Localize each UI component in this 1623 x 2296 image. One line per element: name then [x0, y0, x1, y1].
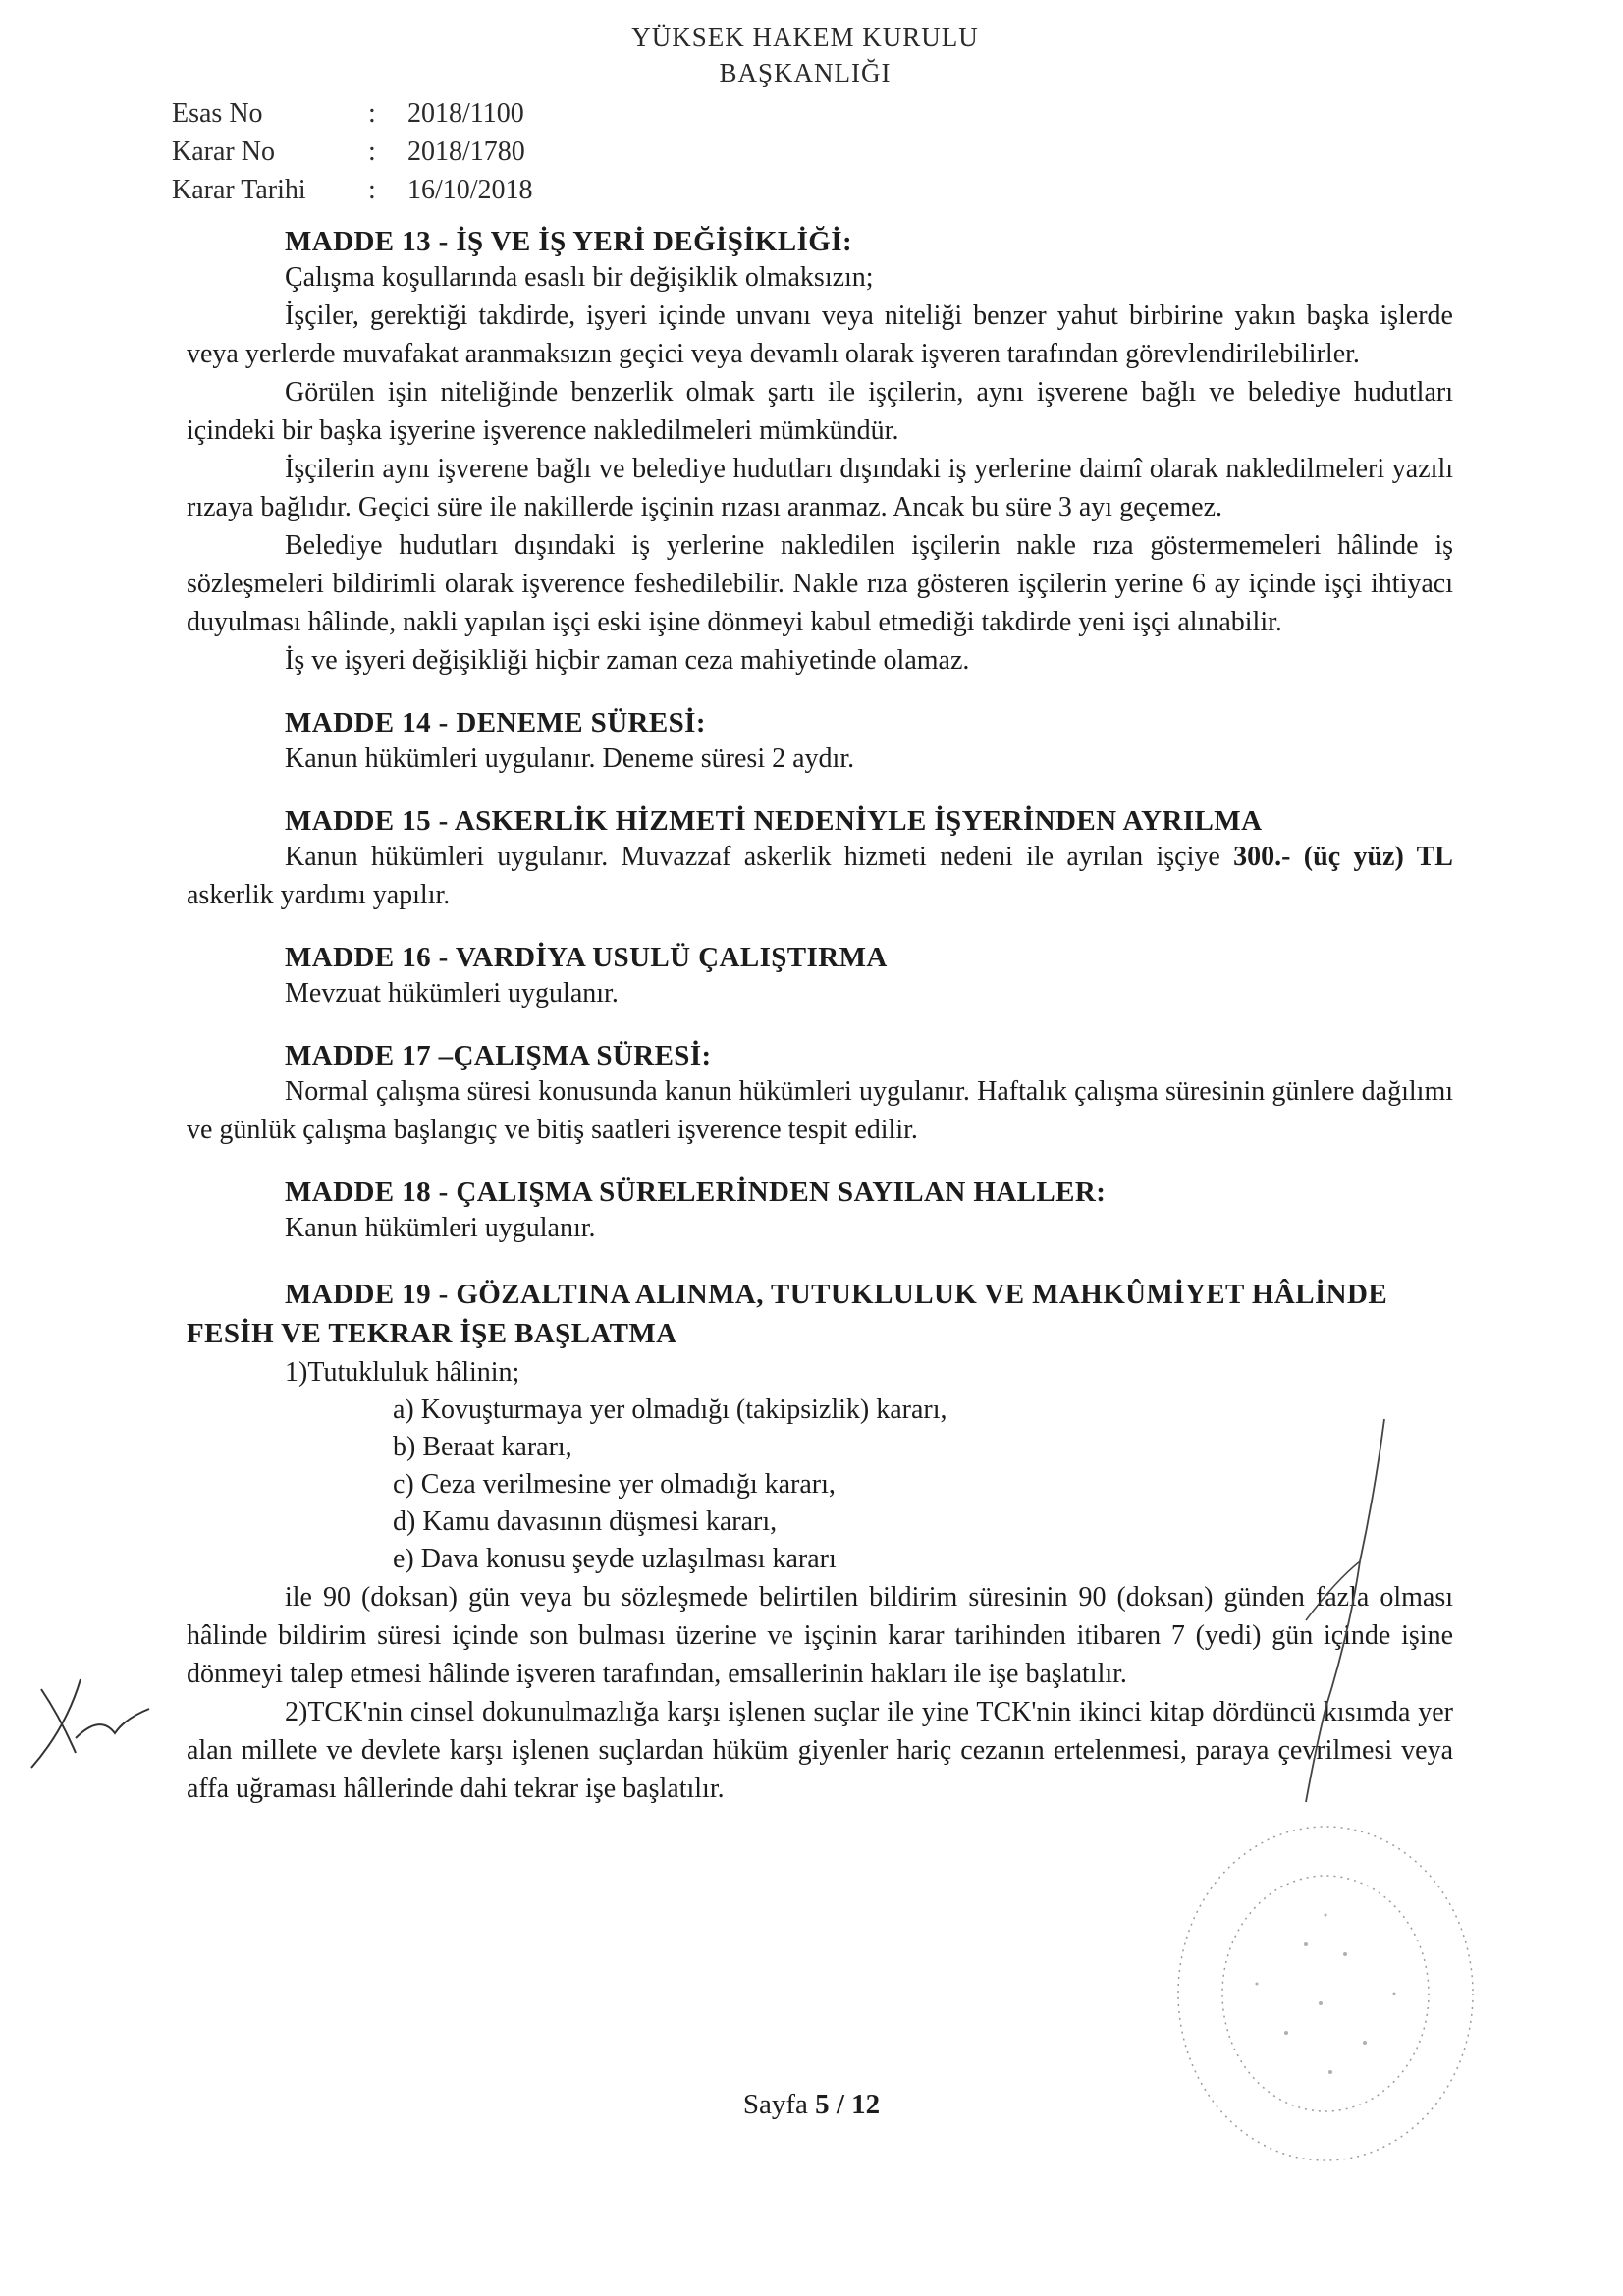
paragraph-text: Kanun hükümleri uygulanır. Muvazzaf askerlik hizmeti nedeni ile ayrılan işçiye	[285, 842, 1220, 872]
institution-name: YÜKSEK HAKEM KURULU	[631, 23, 979, 52]
handwritten-signature-stroke	[1267, 1414, 1414, 1807]
page-label: Sayfa	[742, 2089, 808, 2120]
paragraph	[187, 838, 1453, 914]
separator: :	[368, 137, 376, 167]
paragraph: Belediye hudutları dışındaki iş yerlerine nakledilen işçilerin nakle rıza göstermemeleri hâlinde iş sözleşmeleri bildirimli olarak işverence feshedilebilir. Nakle rıza gösteren işçilerin yerine 6 ay içinde işçi ihtiyacı duyulması hâlinde, nakli yapılan işçi eski işine dönmeyi kabul etmediği takdirde yeni işçi alınabilir.	[187, 530, 1453, 637]
paragraph: ile 90 (doksan) gün veya bu sözleşmede belirtilen bildirim süresinin 90 (doksan) günden fazla olması hâlinde bildirim süresi içinde son bulması üzerine ve işçinin karar tarihinden itibaren 7 (yedi) gün içinde işine dönmeyi talep etmesi hâlinde işveren tarafından, emsallerinin hakları ile işe başlatılır.	[187, 1582, 1453, 1689]
spacer	[187, 1149, 1453, 1176]
institution-unit: BAŞKANLIĞI	[719, 58, 892, 87]
paragraph: Görülen işin niteliğinde benzerlik olmak şartı ile işçilerin, aynı işverene bağlı ve belediye hudutları içindeki bir başka işyerine işverence nakledilmeleri mümkündür.	[187, 377, 1453, 446]
paragraph: Çalışma koşullarında esaslı bir değişiklik olmaksızın;	[285, 262, 874, 293]
case-number-label: Esas No	[172, 98, 263, 129]
institution-header	[550, 20, 1060, 90]
paragraph: Kanun hükümleri uygulanır. Deneme süresi 2 aydır.	[285, 743, 855, 774]
spacer	[187, 778, 1453, 805]
spacer	[187, 1012, 1453, 1040]
paragraph: Kanun hükümleri uygulanır.	[285, 1213, 596, 1243]
list-intro: 1)Tutukluluk hâlinin;	[285, 1357, 520, 1388]
decision-date-label: Karar Tarihi	[172, 175, 306, 205]
list-item: a) Kovuşturmaya yer olmadığı (takipsizlik) kararı,	[393, 1394, 947, 1425]
list-item: e) Dava konusu şeyde uzlaşılması kararı	[393, 1544, 837, 1574]
paragraph: İş ve işyeri değişikliği hiçbir zaman ceza mahiyetinde olamaz.	[285, 645, 970, 676]
list-item: b) Beraat kararı,	[393, 1432, 572, 1462]
paragraph: Normal çalışma süresi konusunda kanun hükümleri uygulanır. Haftalık çalışma süresinin günlere dağılımı ve günlük çalışma başlangıç ve bitiş saatleri işverence tespit edilir.	[187, 1076, 1453, 1145]
section-heading: MADDE 17 –ÇALIŞMA SÜRESİ:	[285, 1040, 712, 1071]
decision-number-value: 2018/1780	[407, 137, 525, 167]
list-item: d) Kamu davasının düşmesi kararı,	[393, 1506, 778, 1537]
spacer	[187, 914, 1453, 942]
section-heading: MADDE 16 - VARDİYA USULÜ ÇALIŞTIRMA	[285, 942, 888, 973]
spacer	[187, 1247, 1453, 1275]
section-heading: MADDE 13 - İŞ VE İŞ YERİ DEĞİŞİKLİĞİ:	[285, 226, 853, 257]
section-heading: MADDE 15 - ASKERLİK HİZMETİ NEDENİYLE İŞYERİNDEN AYRILMA	[285, 805, 1263, 837]
section-heading: MADDE 14 - DENEME SÜRESİ:	[285, 707, 706, 738]
paragraph: İşçilerin aynı işverene bağlı ve belediye hudutları dışındaki iş yerlerine daimî olarak nakledilmeleri yazılı rızaya bağlıdır. Geçici süre ile nakillerde işçinin rızası aranmaz. Ancak bu süre 3 ayı geçemez.	[187, 454, 1453, 522]
decision-date-value: 16/10/2018	[407, 175, 533, 205]
list-item: c) Ceza verilmesine yer olmadığı kararı,	[393, 1469, 836, 1500]
separator: :	[368, 98, 376, 129]
page-current: 5	[815, 2089, 830, 2120]
paragraph: Mevzuat hükümleri uygulanır.	[285, 978, 619, 1009]
page-total: 12	[851, 2089, 881, 2120]
section-heading: MADDE 19 - GÖZALTINA ALINMA, TUTUKLULUK VE MAHKÛMİYET HÂLİNDE FESİH VE TEKRAR İŞE BAŞLATMA	[187, 1279, 1388, 1349]
case-number-value: 2018/1100	[407, 98, 524, 129]
document-body	[187, 226, 1453, 1808]
paragraph-text: askerlik yardımı yapılır.	[187, 880, 451, 910]
handwritten-initials	[22, 1660, 169, 1777]
page-separator: /	[836, 2089, 844, 2120]
paragraph: 2)TCK'nin cinsel dokunulmazlığa karşı işlenen suçlar ile yine TCK'nin ikinci kitap dördüncü kısımda yer alan millete ve devlete karşı işlenen suçlardan hüküm giyenler hariç cezanın ertelenmesi, paraya çevrilmesi veya affa uğraması hâllerinde dahi tekrar işe başlatılır.	[187, 1697, 1453, 1804]
decision-date-row	[172, 171, 533, 209]
amount-text: 300.- (üç yüz) TL	[1233, 842, 1453, 872]
case-number-row	[172, 94, 533, 133]
section-heading: MADDE 18 - ÇALIŞMA SÜRELERİNDEN SAYILAN HALLER:	[285, 1176, 1107, 1208]
paragraph: İşçiler, gerektiği takdirde, işyeri içinde unvanı veya niteliği benzer yahut birbirine yakın başka işlerde veya yerlerde muvafakat aranmaksızın geçici veya devamlı olarak işveren tarafından görevlendirilebilirler.	[187, 301, 1453, 369]
case-meta	[172, 94, 533, 209]
separator: :	[368, 175, 376, 205]
spacer	[187, 680, 1453, 707]
official-seal	[1159, 1807, 1492, 2180]
decision-number-label: Karar No	[172, 137, 275, 167]
decision-number-row	[172, 133, 533, 171]
